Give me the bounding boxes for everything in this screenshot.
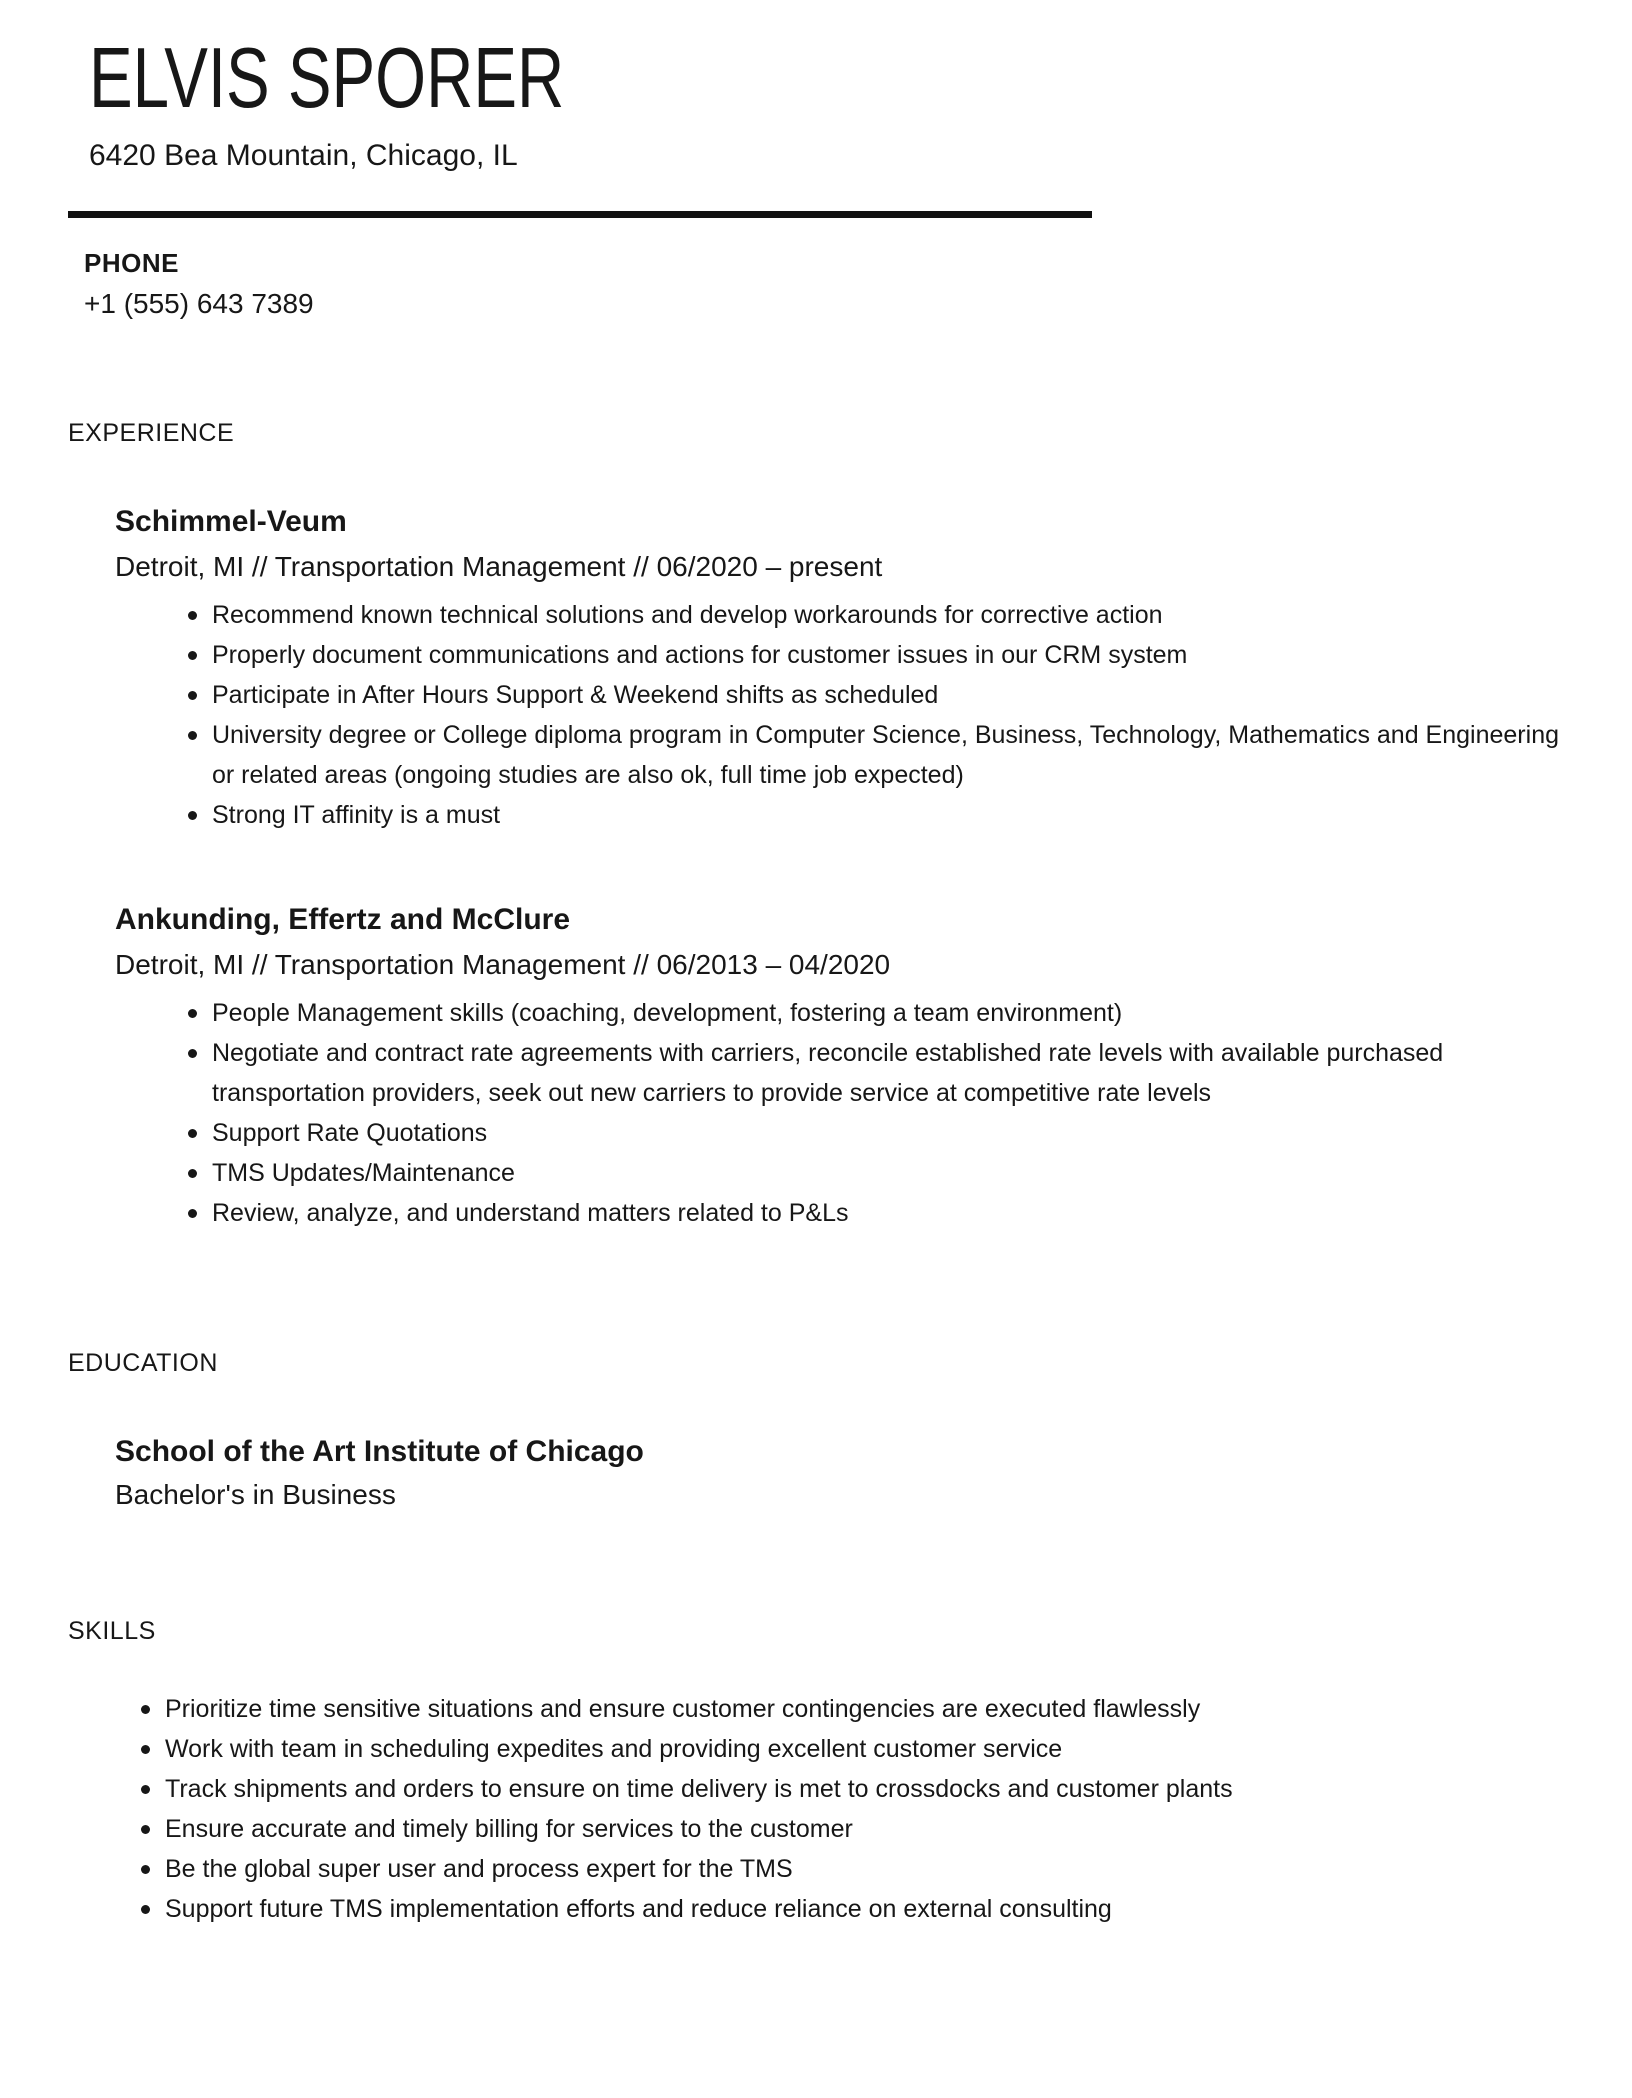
bullet-item: University degree or College diploma program in Computer Science, Business, Technology, Mathematics and Engineering or related areas (ongoing studies are also ok, full time job expected) (115, 715, 1572, 795)
job-meta: Detroit, MI // Transportation Management // 06/2020 – present (115, 551, 883, 582)
bullet-item: Recommend known technical solutions and develop workarounds for corrective action (115, 595, 1572, 635)
bullet-item: Participate in After Hours Support & Weekend shifts as scheduled (115, 675, 1572, 715)
degree-name: Bachelor's in Business (115, 1479, 396, 1510)
bullet-item: TMS Updates/Maintenance (115, 1153, 1572, 1193)
phone-block (84, 246, 1572, 322)
education-entry (115, 1433, 1572, 1513)
company-name: Ankunding, Effertz and McClure (115, 903, 571, 936)
experience-job-1 (115, 503, 1572, 835)
bullet-item: Be the global super user and process expert for the TMS (68, 1849, 1572, 1889)
experience-job-2 (115, 901, 1572, 1233)
bullet-item: Work with team in scheduling expedites and providing excellent customer service (68, 1729, 1572, 1769)
skills-bullet-list (68, 1689, 1572, 1929)
bullet-item: Properly document communications and actions for customer issues in our CRM system (115, 635, 1572, 675)
section-heading-skills: SKILLS (68, 1617, 156, 1645)
company-name: Schimmel-Veum (115, 505, 347, 538)
school-name: School of the Art Institute of Chicago (115, 1435, 644, 1468)
bullet-item: Ensure accurate and timely billing for services to the customer (68, 1809, 1572, 1849)
bullet-item: Track shipments and orders to ensure on time delivery is met to crossdocks and customer plants (68, 1769, 1572, 1809)
bullet-item: Strong IT affinity is a must (115, 795, 1572, 835)
bullet-item: Prioritize time sensitive situations and ensure customer contingencies are executed flawlessly (68, 1689, 1572, 1729)
bullet-item: Support future TMS implementation efforts and reduce reliance on external consulting (68, 1889, 1572, 1929)
phone-value: +1 (555) 643 7389 (84, 288, 314, 319)
bullet-item: People Management skills (coaching, development, fostering a team environment) (115, 993, 1572, 1033)
section-heading-experience: EXPERIENCE (68, 419, 235, 447)
phone-label: PHONE (84, 248, 179, 278)
job-bullet-list (115, 595, 1572, 835)
candidate-name: ELVIS SPORER (89, 31, 565, 126)
bullet-item: Support Rate Quotations (115, 1113, 1572, 1153)
header-divider (68, 211, 1092, 218)
bullet-item: Negotiate and contract rate agreements with carriers, reconcile established rate levels with available purchased transportation providers, seek out new carriers to provide service at competitive rate levels (115, 1033, 1572, 1113)
candidate-address: 6420 Bea Mountain, Chicago, IL (89, 139, 518, 172)
job-bullet-list (115, 993, 1572, 1233)
job-meta: Detroit, MI // Transportation Management // 06/2013 – 04/2020 (115, 949, 891, 980)
section-heading-education: EDUCATION (68, 1349, 218, 1377)
bullet-item: Review, analyze, and understand matters related to P&Ls (115, 1193, 1572, 1233)
